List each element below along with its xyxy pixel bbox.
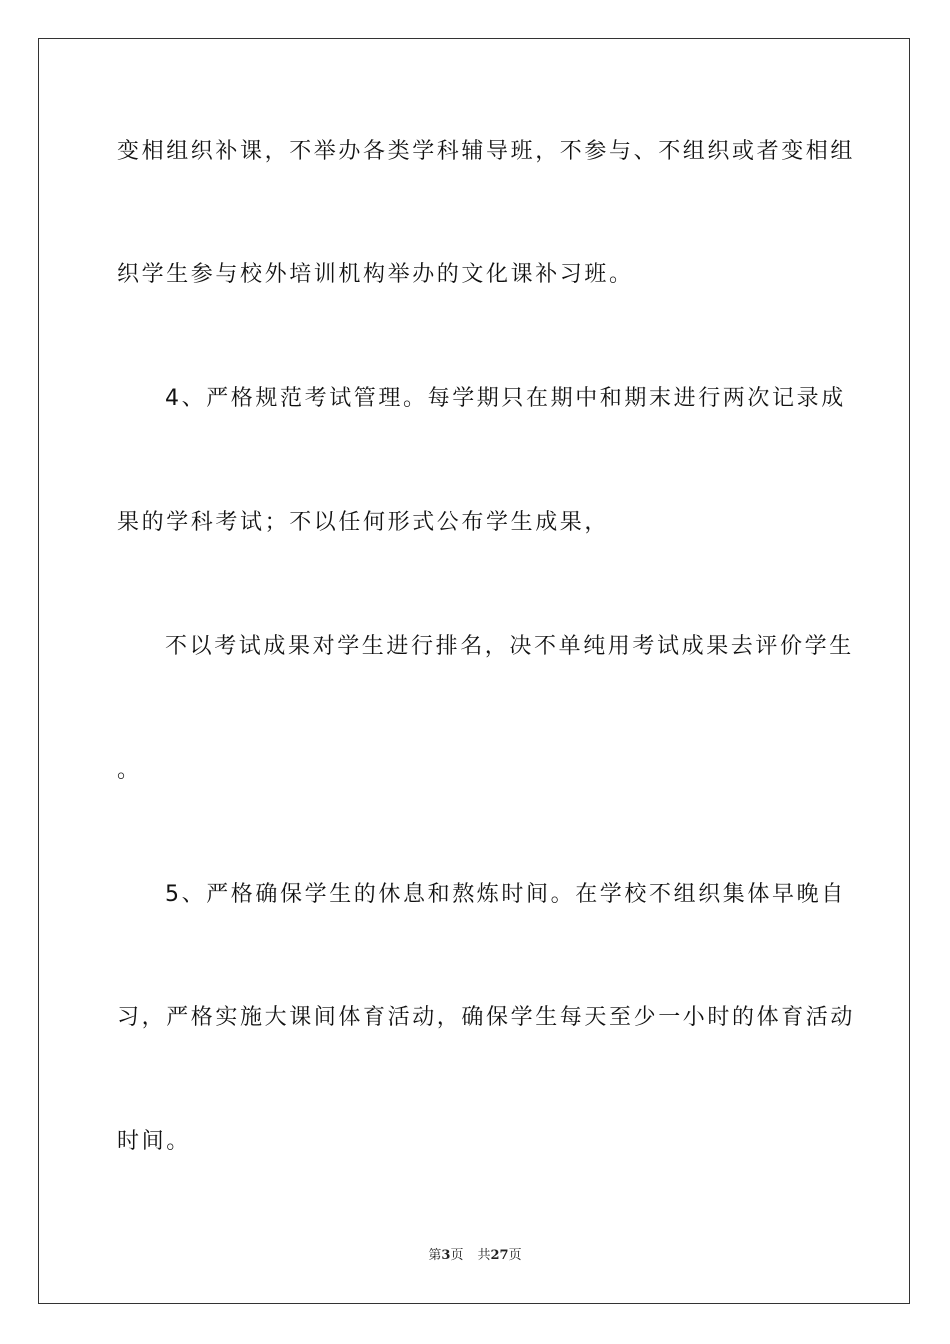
page-footer [0,1247,950,1265]
text-line-4: 果的学科考试；不以任何形式公布学生成果， [117,510,610,535]
page-number: 3 [441,1248,451,1263]
page-prefix: 第 [428,1248,442,1263]
text-line-8: 习，严格实施大课间体育活动，确保学生每天至少一小时的体育活动 [117,1005,856,1030]
text-line-5: 不以考试成果对学生进行排名，决不单纯用考试成果去评价学生 [165,634,854,659]
text-line-1: 变相组织补课，不举办各类学科辅导班，不参与、不组织或者变相组 [117,139,856,164]
page-border [38,38,910,1304]
text-line-2: 织学生参与校外培训机构举办的文化课补习班。 [117,262,634,287]
text-line-6: 。 [117,758,142,783]
text-line-3: 4、严格规范考试管理。每学期只在期中和期末进行两次记录成 [165,386,846,411]
text-line-7: 5、严格确保学生的休息和熬炼时间。在学校不组织集体早晚自 [165,882,846,907]
total-pages: 27 [490,1248,509,1263]
total-suffix: 页 [508,1248,522,1263]
total-prefix: 共 [477,1248,491,1263]
text-line-9: 时间。 [117,1129,191,1154]
page-suffix: 页 [450,1248,464,1263]
